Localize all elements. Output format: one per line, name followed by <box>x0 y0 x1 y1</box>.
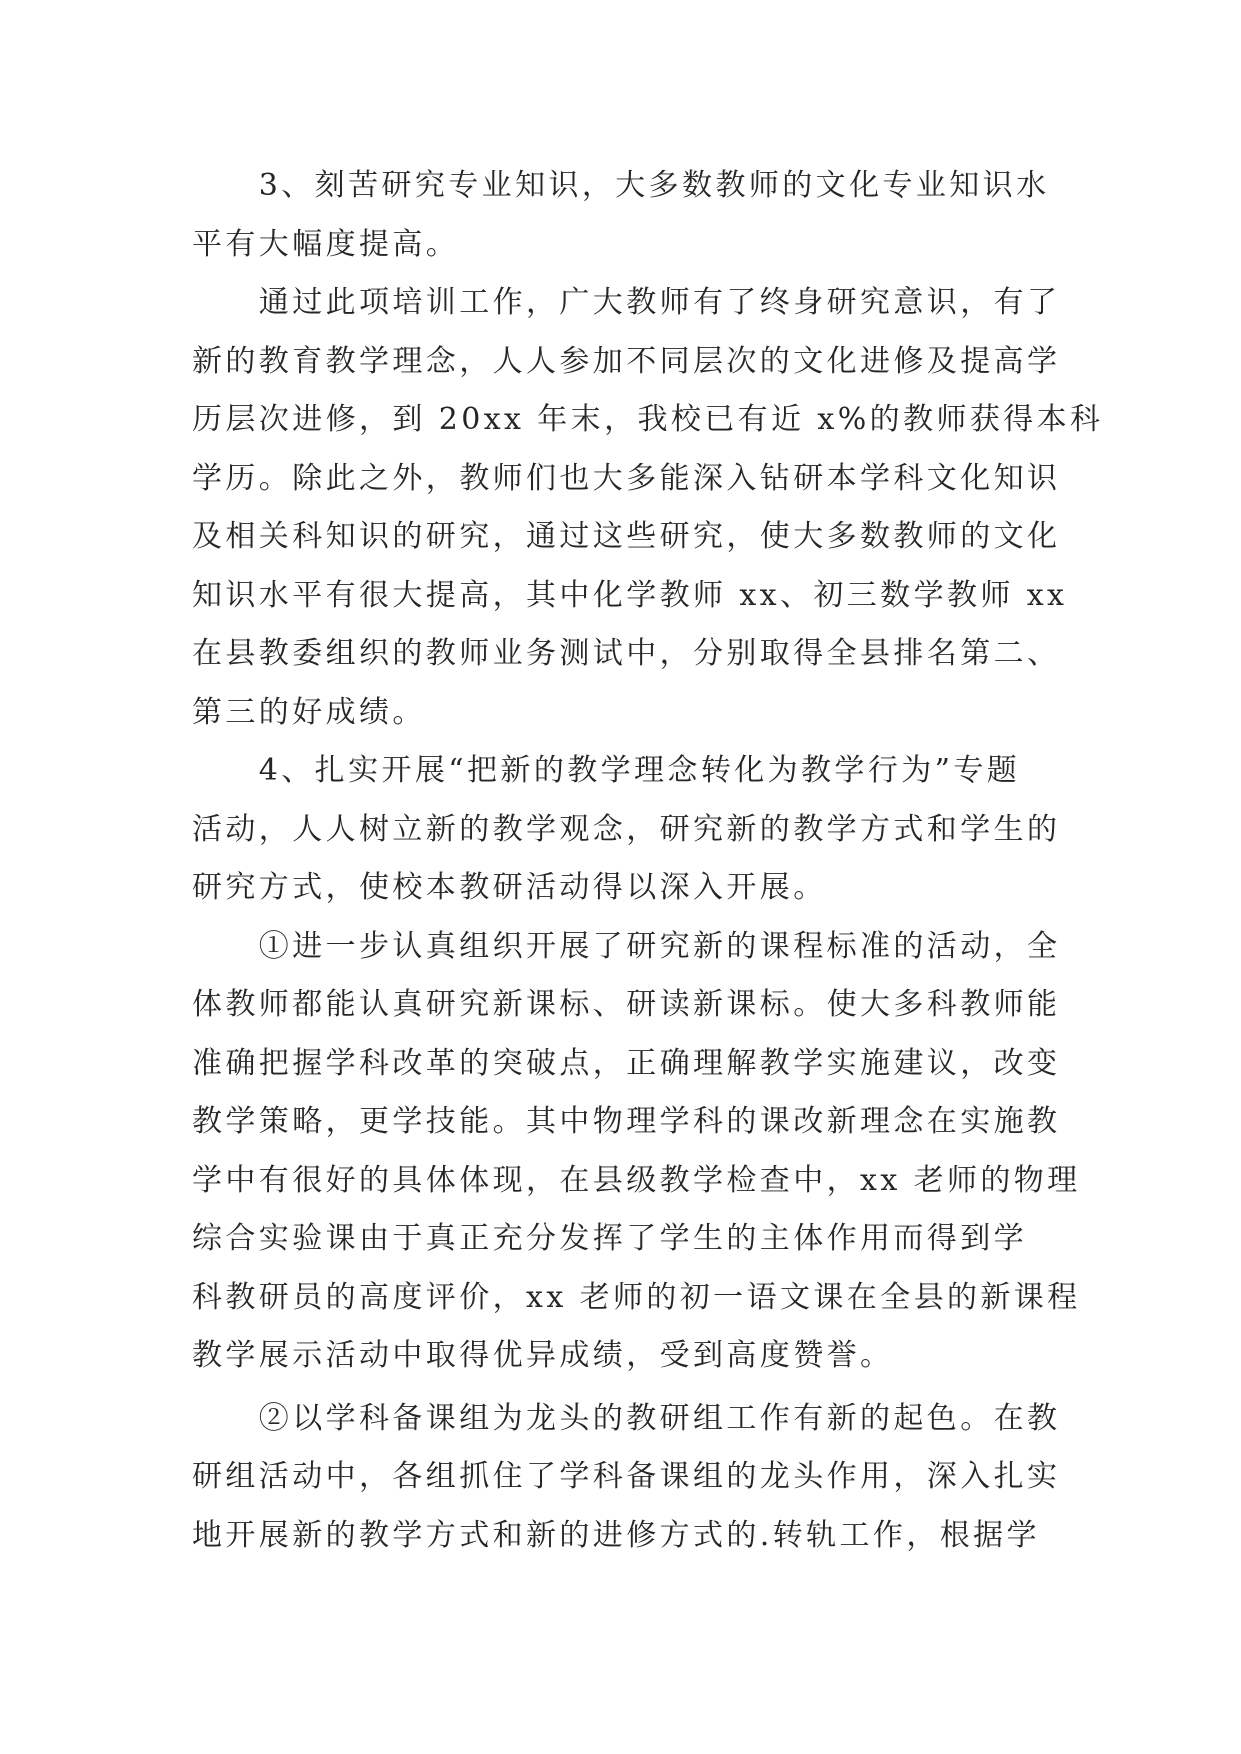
text-line: 体教师都能认真研究新课标、研读新课标。使大多科教师能 <box>192 987 1061 1022</box>
text-line: 第三的好成绩。 <box>192 694 426 730</box>
body-text <box>192 157 1104 1565</box>
text-line: 新的教育教学理念，人人参加不同层次的文化进修及提高学 <box>192 343 1061 379</box>
text-line: 知识水平有很大提高，其中化学教师 xx、初三数学教师 xx <box>192 577 1068 613</box>
text-line: 科教研员的高度评价，xx 老师的初一语文课在全县的新课程 <box>192 1279 1081 1315</box>
text-line: 学历。除此之外，教师们也大多能深入钻研本学科文化知识 <box>192 460 1061 496</box>
text-line: ②以学科备课组为龙头的教研组工作有新的起色。在教 <box>192 1400 1061 1436</box>
text-line: 准确把握学科改革的突破点，正确理解教学实施建议，改变 <box>192 1045 1061 1081</box>
text-line: 在县教委组织的教师业务测试中，分别取得全县排名第二、 <box>192 636 1061 671</box>
text-line: 研组活动中，各组抓住了学科备课组的龙头作用，深入扎实 <box>192 1459 1061 1494</box>
text-line: 及相关科知识的研究，通过这些研究，使大多数教师的文化 <box>192 519 1061 554</box>
text-line: ①进一步认真组织开展了研究新的课程标准的活动，全 <box>192 928 1061 964</box>
text-line: 通过此项培训工作，广大教师有了终身研究意识，有了 <box>192 285 1061 320</box>
text-line: 研究方式，使校本教研活动得以深入开展。 <box>192 870 827 905</box>
text-line: 4、扎实开展“把新的教学理念转化为教学行为”专题 <box>192 753 1021 788</box>
text-line: 综合实验课由于真正充分发挥了学生的主体作用而得到学 <box>192 1221 1027 1256</box>
text-line: 地开展新的教学方式和新的进修方式的.转轨工作，根据学 <box>192 1517 1040 1553</box>
text-line: 教学策略，更学技能。其中物理学科的课改新理念在实施教 <box>192 1104 1061 1139</box>
text-line: 学中有很好的具体体现，在县级教学检查中，xx 老师的物理 <box>192 1162 1081 1198</box>
text-line: 历层次进修，到 20xx 年末，我校已有近 x%的教师获得本科 <box>192 402 1104 437</box>
text-line: 3、刻苦研究专业知识，大多数教师的文化专业知识水 <box>192 168 1050 203</box>
text-line: 活动，人人树立新的教学观念，研究新的教学方式和学生的 <box>192 811 1061 847</box>
text-line: 平有大幅度提高。 <box>192 226 460 262</box>
text-line: 教学展示活动中取得优异成绩，受到高度赞誉。 <box>192 1338 894 1373</box>
